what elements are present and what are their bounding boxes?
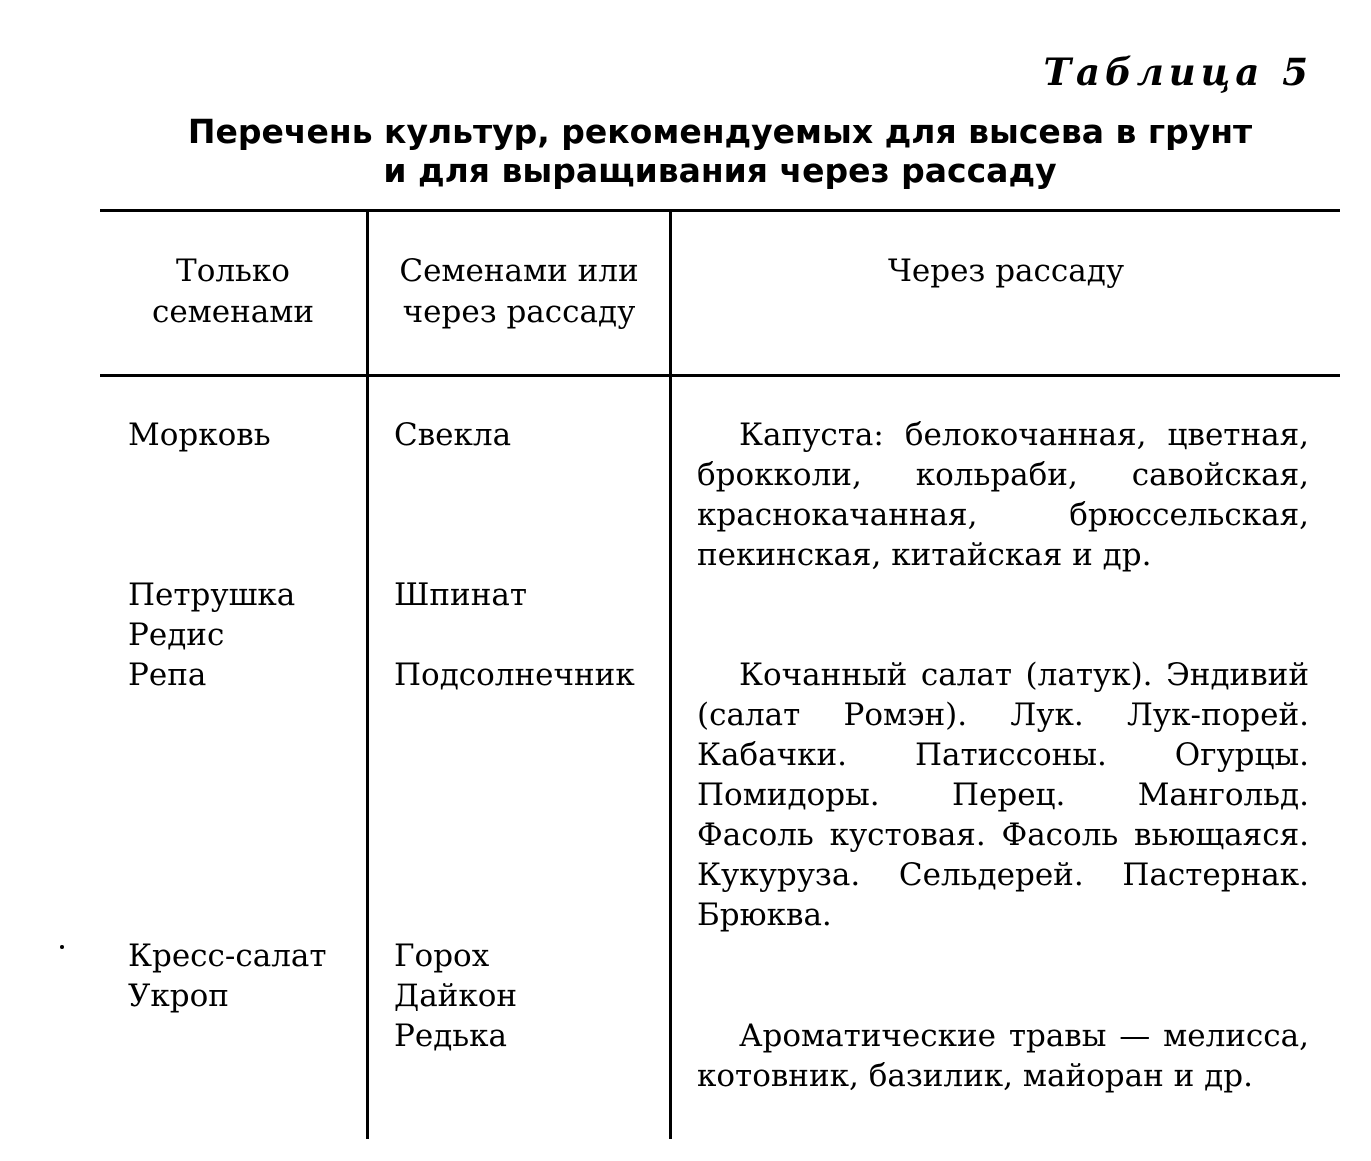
table-cell: Подсолнечник xyxy=(394,657,635,693)
column-divider-2 xyxy=(669,211,672,1139)
table-title-line-1: Перечень культур, рекомендуемых для высева в грунт xyxy=(187,112,1253,151)
table-cell: Петрушка xyxy=(128,577,296,613)
header-seedlings-only: Через рассаду xyxy=(887,253,1125,289)
table-number: Таблица 5 xyxy=(1043,50,1313,94)
table-cell: Кресс-салат xyxy=(128,938,327,974)
table-header-rule xyxy=(100,374,1340,377)
table-cell: Укроп xyxy=(128,978,229,1014)
table-cell: Редька xyxy=(394,1018,508,1054)
table-title-line-2: и для выращивания через рассаду xyxy=(383,151,1057,190)
table-cell: Дайкон xyxy=(394,978,518,1014)
header-seeds-or-seedlings: Семенами или через рассаду xyxy=(399,253,639,330)
header-seeds-only: Только семенами xyxy=(151,253,315,330)
seedlings-paragraph-vegetables: Кочанный салат (латук). Эндивий (салат Ромэн). Лук. Лук-порей. Кабачки. Патиссоны. Огурцы. Помидоры. Перец. Мангольд. Фасоль кустовая. Фасоль вьющаяся. Кукуруза. Сельдерей. Пастернак. Брюква. xyxy=(697,657,1309,933)
table-cell: Морковь xyxy=(128,417,271,453)
table-cell: Свекла xyxy=(394,417,512,453)
table-cell: Шпинат xyxy=(394,577,527,613)
seedlings-paragraph-herbs: Ароматические травы — мелисса, котовник, базилик, майоран и др. xyxy=(697,1018,1309,1094)
table-cell: Репа xyxy=(128,657,207,693)
column-divider-1 xyxy=(366,211,369,1139)
table-cell: Редис xyxy=(128,617,225,653)
seedlings-paragraph-cabbage: Капуста: белокочанная, цветная, брокколи, кольраби, савойская, краснокачанная, брюссельская, пекинская, китайская и др. xyxy=(697,417,1309,573)
scan-speck xyxy=(60,945,64,949)
table-cell: Горох xyxy=(394,938,490,974)
table-top-rule xyxy=(100,209,1340,212)
